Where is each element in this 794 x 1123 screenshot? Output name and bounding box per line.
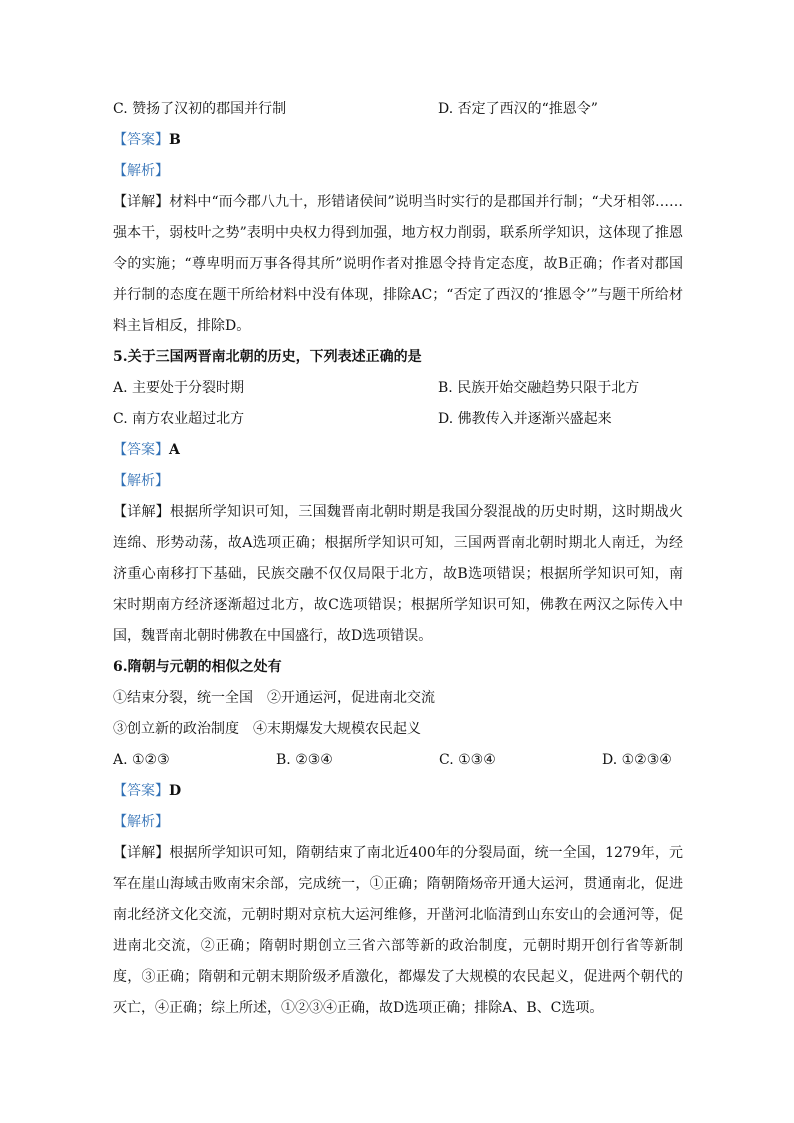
answer-tag: 【答案】	[113, 442, 169, 458]
answer-tag: 【答案】	[113, 132, 169, 148]
q5-options-ab	[113, 373, 683, 404]
detail-tag: 【详解】	[113, 194, 170, 210]
q6-option-c: C. ①③④	[439, 752, 496, 768]
q6-option-a: A. ①②③	[113, 752, 170, 768]
q6-option-b: B. ②③④	[276, 752, 333, 768]
document-page	[113, 94, 683, 1024]
q5-stem: 5.关于三国两晋南北朝的历史，下列表述正确的是	[113, 349, 422, 365]
q6-options	[113, 745, 683, 776]
q5-options-cd	[113, 404, 683, 435]
q5-detail	[113, 497, 683, 652]
q4-answer	[113, 125, 683, 156]
analysis-tag: 【解析】	[113, 473, 169, 489]
answer-value: D	[169, 783, 182, 799]
q4-option-d: D. 否定了西汉的“推恩令”	[438, 101, 598, 117]
q6-detail	[113, 838, 683, 1024]
analysis-tag: 【解析】	[113, 163, 169, 179]
answer-value: A	[169, 442, 180, 458]
detail-text: 根据所学知识可知，三国魏晋南北朝时期是我国分裂混战的历史时期，这时期战火连绵、形势动荡，故A选项正确；根据所学知识可知，三国两晋南北朝时期北人南迁，为经济重心南移打下基础，民族交融不仅仅局限于北方，故B选项错误；根据所学知识可知，南宋时期南方经济逐渐超过北方，故C选项错误；根据所学知识可知，佛教在两汉之际传入中国，魏晋南北朝时佛教在中国盛行，故D选项错误。	[113, 504, 684, 644]
q5-option-b: B. 民族开始交融趋势只限于北方	[438, 380, 640, 396]
q6-stem: 6.隋朝与元朝的相似之处有	[113, 659, 282, 675]
q4-option-c: C. 赞扬了汉初的郡国并行制	[113, 101, 287, 117]
q4-analysis	[113, 156, 683, 187]
q6-answer	[113, 776, 683, 807]
q6-items-line1: ①结束分裂，统一全国 ②开通运河，促进南北交流	[113, 690, 435, 706]
q5-option-d: D. 佛教传入并逐渐兴盛起来	[438, 411, 612, 427]
q5-option-a: A. 主要处于分裂时期	[113, 380, 245, 396]
detail-text: 根据所学知识可知，隋朝结束了南北近400年的分裂局面，统一全国，1279年，元军在崖山海域击败南宋余部，完成统一，①正确；隋朝隋炀帝开通大运河，贯通南北，促进南北经济文化交流，元朝时期对京杭大运河维修，开凿河北临清到山东安山的会通河等，促进南北交流，②正确；隋朝时期创立三省六部等新的政治制度，元朝时期开创行省等新制度，③正确；隋朝和元朝末期阶级矛盾激化，都爆发了大规模的农民起义，促进两个朝代的灭亡，④正确；综上所述，①②③④正确，故D选项正确；排除A、B、C选项。	[113, 845, 684, 1016]
q4-options-cd	[113, 94, 683, 125]
q6-items-line2: ③创立新的政治制度 ④末期爆发大规模农民起义	[113, 721, 421, 737]
q5-analysis	[113, 466, 683, 497]
detail-tag: 【详解】	[113, 845, 170, 861]
q5-answer	[113, 435, 683, 466]
detail-tag: 【详解】	[113, 504, 171, 520]
detail-text: 材料中“而今郡八九十，形错诸侯间”说明当时实行的是郡国并行制；“犬牙相邻……强本干，弱枝叶之势”表明中央权力得到加强，地方权力削弱，联系所学知识，这体现了推恩令的实施；“尊卑明而万事各得其所”说明作者对推恩令持肯定态度，故B正确；作者对郡国并行制的态度在题干所给材料中没有体现，排除AC；“否定了西汉的‘推恩令’”与题干所给材料主旨相反，排除D。	[113, 194, 683, 334]
answer-tag: 【答案】	[113, 783, 169, 799]
analysis-tag: 【解析】	[113, 814, 169, 830]
q6-option-d: D. ①②③④	[602, 752, 672, 768]
q5-option-c: C. 南方农业超过北方	[113, 411, 245, 427]
answer-value: B	[169, 132, 181, 148]
q6-analysis	[113, 807, 683, 838]
q4-detail	[113, 187, 683, 342]
